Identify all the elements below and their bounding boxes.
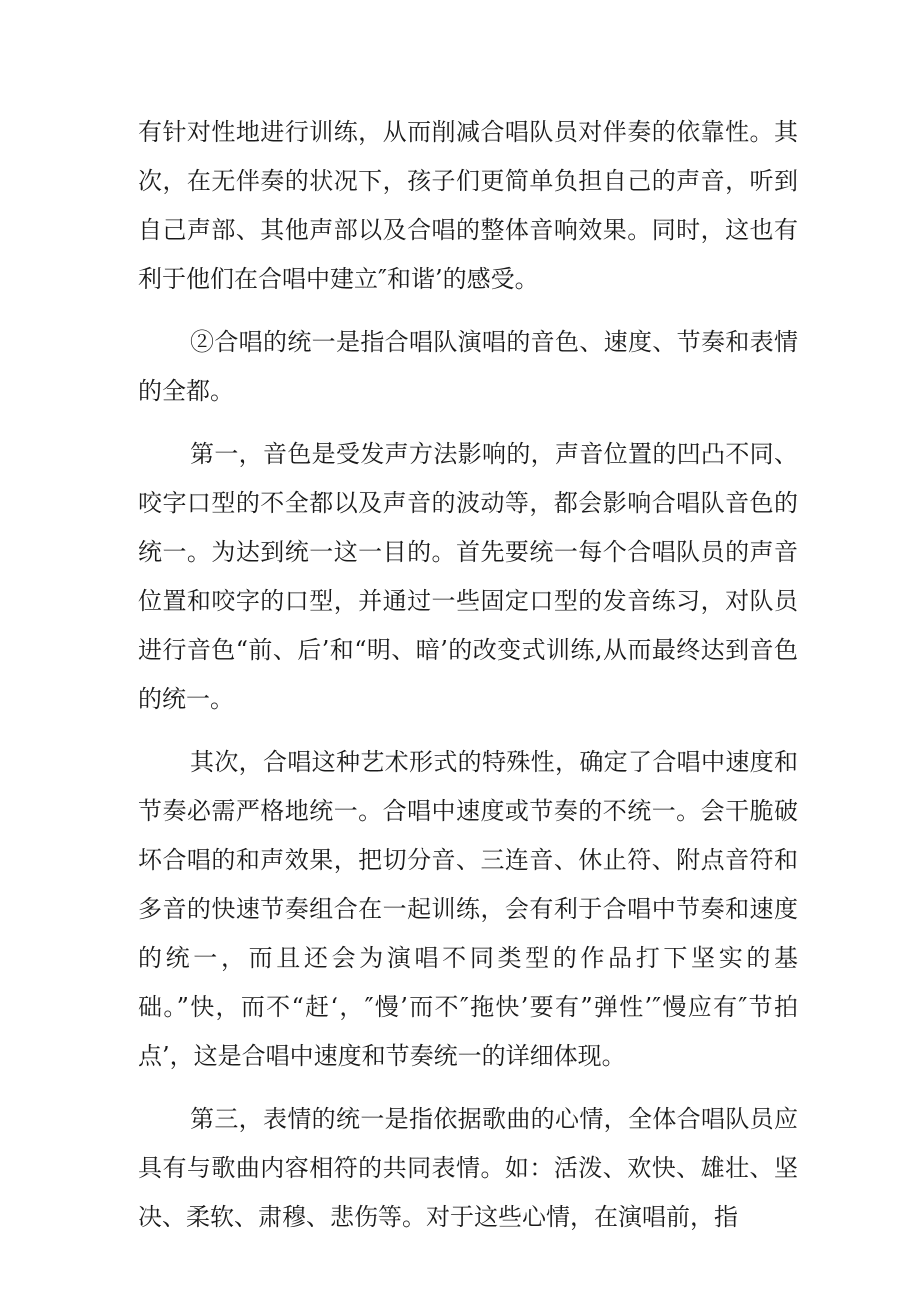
document-page xyxy=(138,100,798,1256)
paragraph-4: 其次，合唱这种艺术形式的特殊性，确定了合唱中速度和节奏必需严格地统一。合唱中速度或节奏的不统一。会干脆破坏合唱的和声效果，把切分音、三连音、休止符、附点音符和多音的快速节奏组合在一起训练，会有利于合唱中节奏和速度的统一，而且还会为演唱不同类型的作品打下坚实的基础。”快，而不“赶‘，″慢’而不″拖快’要有”弹性’″慢应有″节拍点’，这是合唱中速度和节奏统一的详细体现。 xyxy=(138,748,798,1070)
paragraph-5: 第三，表情的统一是指依据歌曲的心情，全体合唱队员应具有与歌曲内容相符的共同表情。如：活泼、欢快、雄壮、坚决、柔软、肃穆、悲伤等。对于这些心情，在演唱前，指 xyxy=(138,1105,798,1231)
paragraph-2: ②合唱的统一是指合唱队演唱的音色、速度、节奏和表情的全都。 xyxy=(138,328,798,405)
paragraph-1: 有针对性地进行训练，从而削减合唱队员对伴奏的依靠性。其次，在无伴奏的状况下，孩子们更简单负担自己的声音，听到自己声部、其他声部以及合唱的整体音响效果。同时，这也有利于他们在合唱中建立″和谐’的感受。 xyxy=(138,118,798,293)
paragraph-3: 第一，音色是受发声方法影响的，声音位置的凹凸不同、咬字口型的不全都以及声音的波动等，都会影响合唱队音色的统一。为达到统一这一目的。首先要统一每个合唱队员的声音位置和咬字的口型，并通过一些固定口型的发音练习，对队员进行音色“前、后’和“明、暗’的改变式训练,从而最终达到音色的统一。 xyxy=(138,440,798,713)
